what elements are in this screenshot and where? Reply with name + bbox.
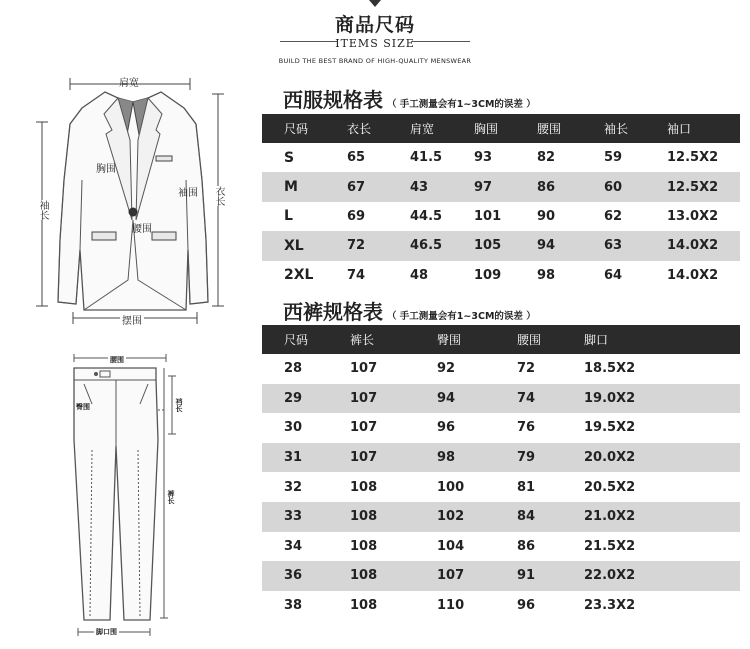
table-cell: 93 xyxy=(474,150,493,166)
table-cell: 48 xyxy=(410,267,429,283)
table-cell: 12.5X2 xyxy=(667,150,719,166)
column-header: 尺码 xyxy=(284,122,309,136)
size-cell: 32 xyxy=(284,479,303,495)
table-cell: 21.5X2 xyxy=(584,538,636,554)
table-cell: 65 xyxy=(347,150,366,166)
table-cell: 19.5X2 xyxy=(584,420,636,436)
column-header: 臀围 xyxy=(437,333,462,347)
pants-illustration xyxy=(60,350,210,640)
pants-title-text: 西裤规格表 xyxy=(283,300,383,324)
table-cell: 97 xyxy=(474,179,493,195)
table-cell: 109 xyxy=(474,267,502,283)
table-cell: 94 xyxy=(437,390,456,406)
jacket-hem-label: 摆围 xyxy=(120,312,144,327)
table-cell: 98 xyxy=(537,267,556,283)
table-cell: 91 xyxy=(517,568,536,584)
table-row xyxy=(262,472,740,502)
size-cell: XL xyxy=(284,237,304,254)
column-header: 尺码 xyxy=(284,333,309,347)
size-cell: 38 xyxy=(284,598,303,614)
jacket-chest-label: 胸围 xyxy=(96,164,116,175)
table-cell: 107 xyxy=(350,420,378,436)
pants-note: （ 手工测量会有1~3CM的误差 ） xyxy=(387,311,536,322)
table-cell: 107 xyxy=(350,390,378,406)
size-cell: 28 xyxy=(284,361,303,377)
size-cell: 33 xyxy=(284,509,303,525)
table-cell: 108 xyxy=(350,479,378,495)
column-header: 肩宽 xyxy=(410,122,435,136)
table-cell: 108 xyxy=(350,509,378,525)
table-cell: 107 xyxy=(350,361,378,377)
table-cell: 96 xyxy=(517,598,536,614)
table-row xyxy=(262,591,740,621)
table-row xyxy=(262,413,740,443)
table-cell: 84 xyxy=(517,509,536,525)
table-cell: 86 xyxy=(517,538,536,554)
table-cell: 100 xyxy=(437,479,465,495)
jacket-cuff-label: 袖围 xyxy=(178,188,198,199)
table-cell: 98 xyxy=(437,450,456,466)
table-cell: 44.5 xyxy=(410,208,443,224)
column-header: 袖口 xyxy=(667,122,692,136)
column-header: 袖长 xyxy=(604,122,629,136)
table-cell: 72 xyxy=(517,361,536,377)
table-cell: 18.5X2 xyxy=(584,361,636,377)
size-cell: L xyxy=(284,208,293,225)
jacket-waist-label: 腰围 xyxy=(132,224,152,235)
jacket-shoulder-label: 肩宽 xyxy=(119,78,139,89)
column-header: 腰围 xyxy=(517,333,542,347)
table-row xyxy=(262,532,740,562)
table-cell: 21.0X2 xyxy=(584,509,636,525)
jacket-sleeve-length-label: 袖长 xyxy=(37,200,48,220)
page-title-english: ITEMS SIZE xyxy=(335,37,415,50)
table-row xyxy=(262,202,740,231)
size-cell: S xyxy=(284,149,295,166)
table-cell: 41.5 xyxy=(410,150,443,166)
table-cell: 72 xyxy=(347,238,366,254)
suit-size-table xyxy=(262,114,740,290)
column-header: 腰围 xyxy=(537,122,562,136)
size-cell: 34 xyxy=(284,538,303,554)
table-cell: 101 xyxy=(474,208,502,224)
table-cell: 12.5X2 xyxy=(667,179,719,195)
table-cell: 108 xyxy=(350,598,378,614)
table-cell: 46.5 xyxy=(410,238,443,254)
pants-size-table xyxy=(262,325,740,620)
size-cell: 31 xyxy=(284,450,303,466)
table-cell: 76 xyxy=(517,420,536,436)
pants-waist-label: 腰围 xyxy=(110,356,124,364)
suit-note: （ 手工测量会有1~3CM的误差 ） xyxy=(387,99,536,110)
table-row xyxy=(262,261,740,290)
table-cell: 20.5X2 xyxy=(584,479,636,495)
table-cell: 64 xyxy=(604,267,623,283)
table-row xyxy=(262,384,740,414)
size-cell: 2XL xyxy=(284,267,314,284)
table-cell: 43 xyxy=(410,179,429,195)
table-cell: 108 xyxy=(350,568,378,584)
table-cell: 20.0X2 xyxy=(584,450,636,466)
table-cell: 14.0X2 xyxy=(667,267,719,283)
table-cell: 104 xyxy=(437,538,465,554)
column-header: 胸围 xyxy=(474,122,499,136)
pants-length-label: 裤长 xyxy=(167,490,175,504)
table-row xyxy=(262,443,740,473)
table-cell: 67 xyxy=(347,179,366,195)
suit-table-title xyxy=(283,84,536,113)
table-cell: 60 xyxy=(604,179,623,195)
size-cell: 30 xyxy=(284,420,303,436)
table-cell: 63 xyxy=(604,238,623,254)
size-cell: M xyxy=(284,179,298,196)
table-cell: 74 xyxy=(347,267,366,283)
table-cell: 82 xyxy=(537,150,556,166)
jacket-diagram xyxy=(20,70,250,330)
table-cell: 107 xyxy=(437,568,465,584)
column-header: 脚口 xyxy=(584,333,609,347)
table-cell: 23.3X2 xyxy=(584,598,636,614)
table-row xyxy=(262,561,740,591)
table-cell: 22.0X2 xyxy=(584,568,636,584)
table-row xyxy=(262,231,740,260)
jacket-length-label: 衣长 xyxy=(213,186,224,206)
table-cell: 90 xyxy=(537,208,556,224)
table-row xyxy=(262,172,740,201)
table-cell: 107 xyxy=(350,450,378,466)
column-header: 衣长 xyxy=(347,122,372,136)
table-cell: 108 xyxy=(350,538,378,554)
table-cell: 62 xyxy=(604,208,623,224)
table-cell: 74 xyxy=(517,390,536,406)
table-row xyxy=(262,143,740,172)
table-cell: 79 xyxy=(517,450,536,466)
pants-table-title xyxy=(283,296,536,325)
size-cell: 36 xyxy=(284,568,303,584)
table-cell: 81 xyxy=(517,479,536,495)
table-cell: 19.0X2 xyxy=(584,390,636,406)
table-cell: 94 xyxy=(537,238,556,254)
page-subtitle: BUILD THE BEST BRAND OF HIGH-QUALITY MENSWEAR xyxy=(278,57,472,65)
suit-table-header xyxy=(262,114,740,143)
table-cell: 69 xyxy=(347,208,366,224)
pants-rise-label: 裆长 xyxy=(175,398,183,412)
table-cell: 105 xyxy=(474,238,502,254)
table-cell: 96 xyxy=(437,420,456,436)
table-cell: 14.0X2 xyxy=(667,238,719,254)
pants-table-header xyxy=(262,325,740,354)
table-row xyxy=(262,502,740,532)
table-cell: 110 xyxy=(437,598,465,614)
page-header xyxy=(0,0,750,70)
column-header: 裤长 xyxy=(350,333,375,347)
header-notch-icon xyxy=(369,0,381,7)
page-title: 商品尺码 xyxy=(334,14,415,36)
table-row xyxy=(262,354,740,384)
table-cell: 92 xyxy=(437,361,456,377)
suit-title-text: 西服规格表 xyxy=(283,88,383,112)
table-cell: 86 xyxy=(537,179,556,195)
pants-hem-label: 脚口围 xyxy=(96,628,117,636)
pants-diagram xyxy=(60,350,210,640)
table-cell: 59 xyxy=(604,150,623,166)
size-cell: 29 xyxy=(284,390,303,406)
table-cell: 13.0X2 xyxy=(667,208,719,224)
table-cell: 102 xyxy=(437,509,465,525)
pants-hip-label: 臀围 xyxy=(76,403,90,411)
